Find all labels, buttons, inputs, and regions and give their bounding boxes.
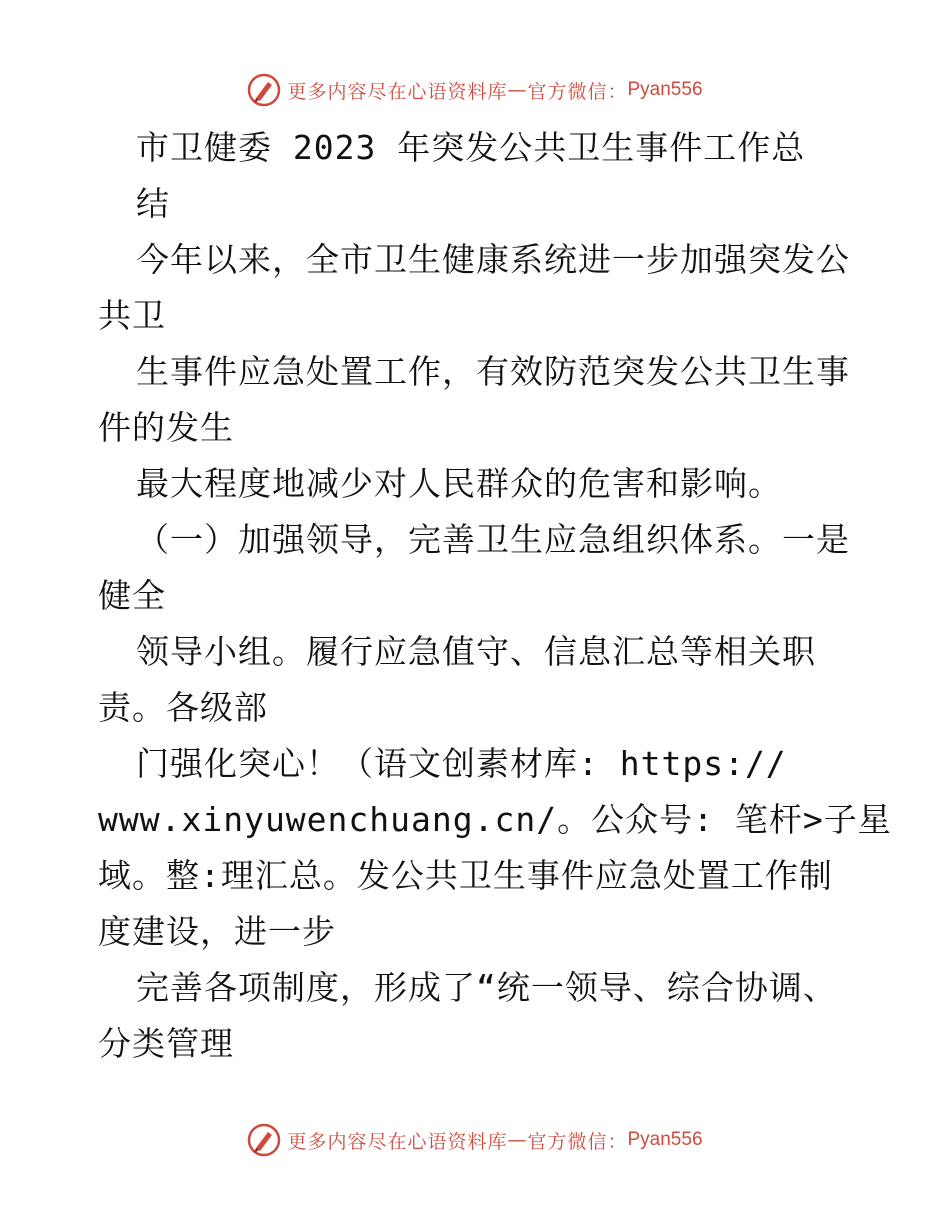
watermark-banner-bottom — [0, 1120, 950, 1160]
paragraph-line: 责。各级部 — [98, 688, 268, 727]
watermark-wechat-label: 官方微信： — [527, 80, 628, 103]
watermark-separator: — — [507, 1129, 528, 1151]
paragraph-line: 门强化突心！（语文创素材库: https:// — [136, 744, 787, 783]
pen-logo-icon — [247, 1123, 281, 1157]
paragraph-line: 完善各项制度，形成了“统一领导、综合协调、 — [136, 968, 837, 1007]
watermark-wechat-handle: Pyan556 — [627, 1129, 703, 1150]
watermark-separator: — — [507, 79, 528, 101]
watermark-wechat-label: 官方微信： — [527, 1130, 628, 1153]
paragraph-line: 生事件应急处置工作，有效防范突发公共卫生事 — [136, 352, 850, 391]
paragraph-line: 度建设，进一步 — [98, 912, 336, 951]
watermark-banner-top — [0, 70, 950, 110]
paragraph-line: 最大程度地减少对人民群众的危害和影响。 — [136, 464, 782, 503]
pen-logo-icon — [247, 73, 281, 107]
document-title-line-1: 市卫健委 2023 年突发公共卫生事件工作总 — [136, 128, 806, 167]
document-body — [98, 120, 898, 1072]
watermark-wechat-handle: Pyan556 — [627, 79, 703, 100]
paragraph-line: 健全 — [98, 576, 166, 615]
paragraph-line: 分类管理 — [98, 1024, 234, 1063]
paragraph-line: 共卫 — [98, 296, 166, 335]
paragraph-line: 领导小组。履行应急值守、信息汇总等相关职 — [136, 632, 816, 671]
paragraph-line: （一）加强领导，完善卫生应急组织体系。一是 — [136, 520, 850, 559]
paragraph-line: 域。整:理汇总。发公共卫生事件应急处置工作制 — [98, 856, 833, 895]
watermark-brand-text: 更多内容尽在心语资料库 — [287, 80, 508, 103]
paragraph-line: 件的发生 — [98, 408, 234, 447]
paragraph-line: 今年以来，全市卫生健康系统进一步加强突发公 — [136, 240, 850, 279]
document-title-line-2: 结 — [136, 184, 170, 223]
paragraph-line: www.xinyuwenchuang.cn/。公众号: 笔杆>子星 — [98, 800, 892, 839]
watermark-brand-text: 更多内容尽在心语资料库 — [287, 1130, 508, 1153]
